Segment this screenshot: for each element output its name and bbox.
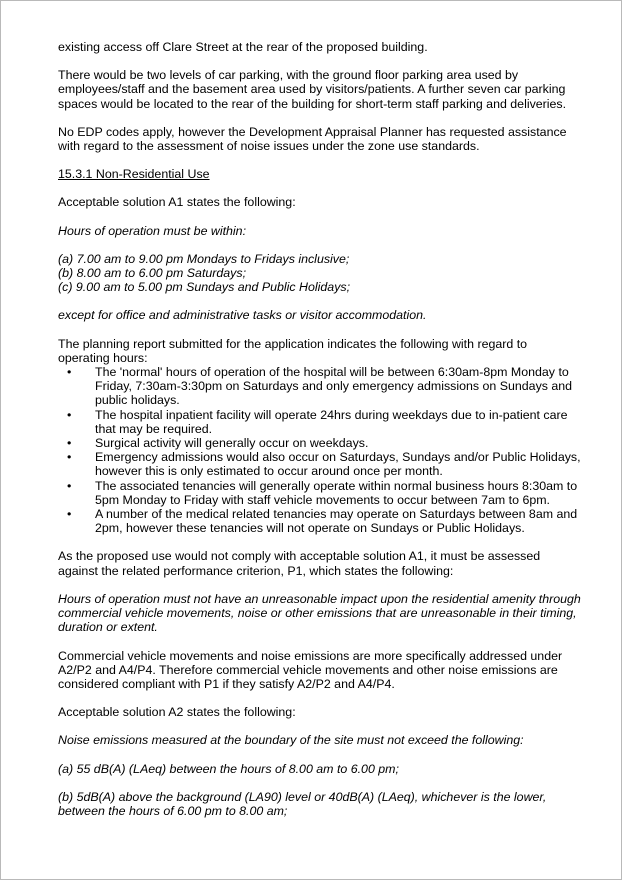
- paragraph-except: except for office and administrative tasks or visitor accommodation.: [58, 308, 427, 323]
- paragraph-p1-assessment: As the proposed use would not comply with acceptable solution A1, it must be assessed against the related performance criterion, P1, which states the following:: [58, 549, 541, 578]
- list-item: • The associated tenancies will generally operate within normal business hours 8:30am to 5pm Monday to Friday with staff vehicle movements to occur between 7am to 6pm.: [58, 479, 581, 507]
- paragraph-noise-b: (b) 5dB(A) above the background (LA90) level or 40dB(A) (LAeq), whichever is the lower, between the hours of 6.00 pm to 8.00 am;: [58, 789, 547, 818]
- paragraph-edp-codes: No EDP codes apply, however the Development Appraisal Planner has requested assistance with regard to the assessment of noise issues under the zone use standards.: [58, 124, 567, 154]
- section-heading: 15.3.1 Non-Residential Use: [58, 167, 210, 182]
- paragraph-car-parking: There would be two levels of car parking, with the ground floor parking area used by employees/staff and the basement area used by visitors/patients. A further seven car parking spaces would be located to the rear of the building for short-term staff parking and deliveries.: [58, 68, 567, 111]
- list-item: • Surgical activity will generally occur on weekdays.: [58, 436, 581, 450]
- hours-item: (b) 8.00 am to 6.00 pm Saturdays;: [58, 266, 247, 281]
- hours-item: (a) 7.00 am to 9.00 pm Mondays to Fridays inclusive;: [58, 251, 350, 266]
- list-item: • The hospital inpatient facility will operate 24hrs during weekdays due to in-patient care that may be required.: [58, 408, 581, 436]
- paragraph-noise-intro: Noise emissions measured at the boundary of the site must not exceed the following:: [58, 733, 524, 748]
- hours-list: [58, 252, 581, 295]
- paragraph-hours-intro: Hours of operation must be within:: [58, 223, 247, 238]
- list-item: • A number of the medical related tenancies may operate on Saturdays between 8am and 2pm, however these tenancies will not operate on Sundays or Public Holidays.: [58, 507, 581, 535]
- list-item: • The 'normal' hours of operation of the hospital will be between 6:30am-8pm Monday to Friday, 7:30am-3:30pm on Saturdays and only emergency admissions on Sundays and public holidays.: [58, 365, 581, 408]
- list-item: • Emergency admissions would also occur on Saturdays, Sundays and/or Public Holidays, however this is only estimated to occur around once per month.: [58, 450, 581, 478]
- paragraph-planning-report: The planning report submitted for the application indicates the following with regard to operating hours:: [58, 336, 528, 365]
- paragraph-a1-intro: Acceptable solution A1 states the following:: [58, 195, 296, 210]
- paragraph-noise-a: (a) 55 dB(A) (LAeq) between the hours of 8.00 am to 6.00 pm;: [58, 761, 399, 776]
- paragraph-p1-criterion: Hours of operation must not have an unreasonable impact upon the residential amenity through commercial vehicle movements, noise or other emissions that are unreasonable in their timing, duration or extent.: [58, 591, 581, 635]
- operating-hours-list: [58, 365, 581, 535]
- paragraph-access: existing access off Clare Street at the rear of the proposed building.: [58, 40, 428, 54]
- paragraph-a2-intro: Acceptable solution A2 states the following:: [58, 705, 296, 720]
- paragraph-commercial-vehicles: Commercial vehicle movements and noise emissions are more specifically addressed under A2/P2 and A4/P4. Therefore commercial vehicle movements and other noise emissions are considered compliant with P1 if they satisfy A2/P2 and A4/P4.: [58, 648, 563, 691]
- hours-item: (c) 9.00 am to 5.00 pm Sundays and Public Holidays;: [58, 280, 351, 295]
